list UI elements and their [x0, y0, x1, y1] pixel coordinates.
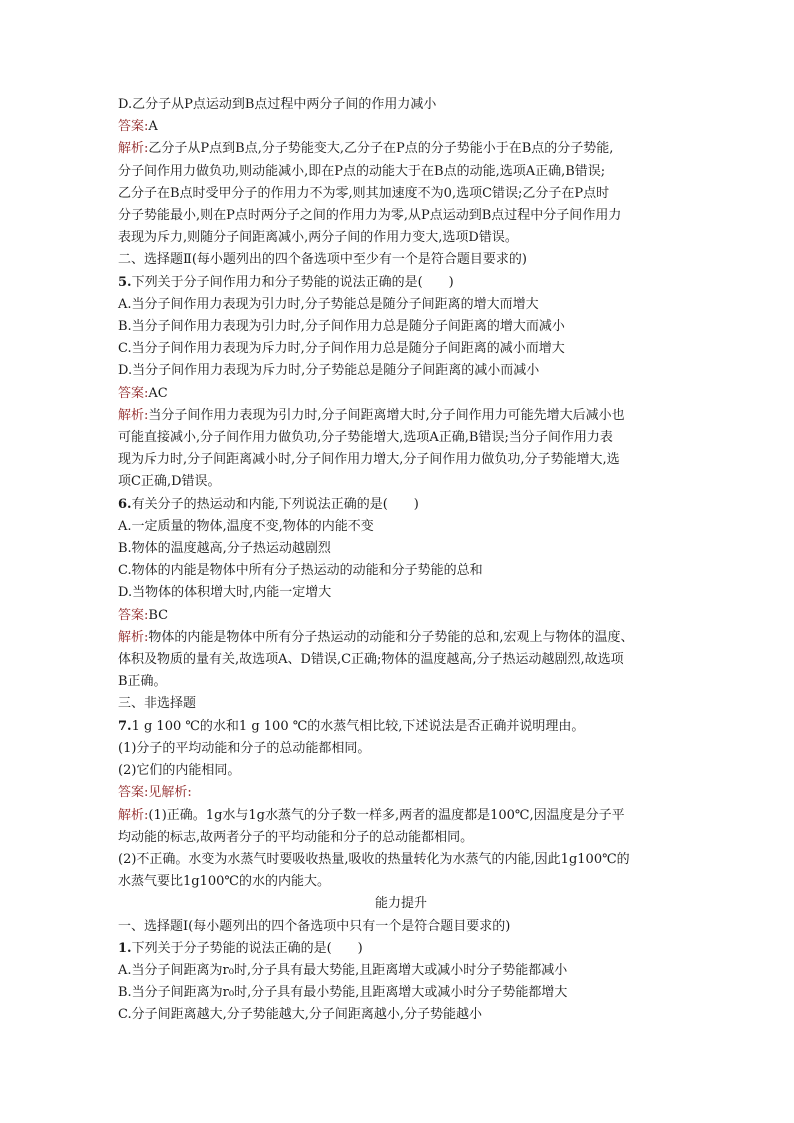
question-number: 1. [118, 940, 132, 956]
analysis-line [118, 805, 684, 827]
text-line: 现为斥力时,分子间距离减小时,分子间作用力增大,分子间作用力做负功,分子势能增大,选 [118, 452, 620, 468]
question-text: 1 g 100 ℃的水和1 g 100 ℃的水蒸气相比较,下述说法是否正确并说明理由。 [131, 718, 585, 734]
section-heading: 三、非选择题 [118, 696, 197, 712]
text-line: 均动能的标志,故两者分子的平均动能和分子的总动能都相同。 [118, 829, 474, 845]
question-line [118, 494, 684, 516]
analysis-line [118, 405, 684, 427]
answer-value: BC [148, 607, 169, 623]
text-line: (2)不正确。水变为水蒸气时要吸收热量,吸收的热量转化为水蒸气的内能,因此1g100℃的 [118, 851, 630, 867]
answer-label: 答案: [118, 607, 149, 623]
section-title: 能力提升 [374, 896, 427, 912]
question-text: 下列关于分子间作用力和分子势能的说法正确的是( ) [131, 274, 454, 290]
answer-value: AC [148, 385, 168, 401]
option-line: B.当分子间距离为r₀时,分子具有最小势能,且距离增大或减小时分子势能都增大 [118, 985, 568, 1001]
question-line [118, 272, 684, 294]
answer-value: A [148, 119, 158, 135]
answer-line [118, 383, 684, 405]
analysis-text: 乙分子从P点到B点,分子势能变大,乙分子在P点的分子势能小于在B点的分子势能, [148, 141, 614, 157]
text-line: B正确。 [118, 674, 167, 690]
analysis-text: (1)正确。1g水与1g水蒸气的分子数一样多,两者的温度都是100℃,因温度是分子平 [148, 807, 625, 823]
question-number: 5. [118, 274, 132, 290]
option-line: A.一定质量的物体,温度不变,物体的内能不变 [118, 518, 374, 534]
analysis-label: 解析: [118, 141, 149, 157]
text-line: 项C正确,D错误。 [118, 474, 221, 490]
option-line: C.物体的内能是物体中所有分子热运动的动能和分子势能的总和 [118, 563, 483, 579]
option-line: D.当物体的体积增大时,内能一定增大 [118, 585, 332, 601]
text-line: 分子势能最小,则在P点时两分子之间的作用力为零,从P点运动到B点过程中分子间作用力 [118, 208, 622, 224]
section-heading: 一、选择题Ⅰ(每小题列出的四个备选项中只有一个是符合题目要求的) [118, 918, 511, 934]
text-line: 可能直接减小,分子间作用力做负功,分子势能增大,选项A正确,B错误;当分子间作用力表 [118, 430, 613, 446]
analysis-label: 解析: [118, 629, 149, 645]
question-line [118, 938, 684, 960]
answer-value: 见解析: [148, 785, 192, 801]
analysis-label: 解析: [118, 807, 149, 823]
answer-label: 答案: [118, 385, 149, 401]
option-line: A.当分子间距离为r₀时,分子具有最大势能,且距离增大或减小时分子势能都减小 [118, 962, 568, 978]
option-line: D.乙分子从P点运动到B点过程中两分子间的作用力减小 [118, 97, 437, 112]
answer-line [118, 605, 684, 627]
option-line: B.物体的温度越高,分子热运动越剧烈 [118, 541, 331, 557]
question-number: 7. [118, 718, 132, 734]
option-line: C.当分子间作用力表现为斥力时,分子间作用力总是随分子间距离的减小而增大 [118, 341, 565, 357]
answer-label: 答案: [118, 785, 149, 801]
text-line: 水蒸气要比1g100℃的水的内能大。 [118, 874, 330, 890]
question-number: 6. [118, 496, 132, 512]
analysis-text: 物体的内能是物体中所有分子热运动的动能和分子势能的总和,宏观上与物体的温度、 [148, 629, 634, 645]
text-line: (1)分子的平均动能和分子的总动能都相同。 [118, 740, 371, 756]
text-line: (2)它们的内能相同。 [118, 763, 241, 779]
text-line: 乙分子在B点时受甲分子的作用力不为零,则其加速度不为0,选项C错误;乙分子在P点时 [118, 185, 610, 201]
section-heading: 二、选择题Ⅱ(每小题列出的四个备选项中至少有一个是符合题目要求的) [118, 252, 527, 268]
answer-line [118, 116, 684, 138]
option-line: A.当分子间作用力表现为引力时,分子势能总是随分子间距离的增大而增大 [118, 296, 539, 312]
option-line: C.分子间距离越大,分子势能越大,分子间距离越小,分子势能越小 [118, 1007, 483, 1023]
text-line: 体积及物质的量有关,故选项A、D错误,C正确;物体的温度越高,分子热运动越剧烈,故选项 [118, 652, 624, 668]
option-line: B.当分子间作用力表现为引力时,分子间作用力总是随分子间距离的增大而减小 [118, 319, 565, 335]
text-line: 分子间作用力做负功,则动能减小,即在P点的动能大于在B点的动能,选项A正确,B错误; [118, 163, 606, 179]
analysis-label: 解析: [118, 407, 149, 423]
question-text: 有关分子的热运动和内能,下列说法正确的是( ) [131, 496, 419, 512]
analysis-line [118, 627, 684, 649]
analysis-line [118, 138, 684, 160]
analysis-text: 当分子间作用力表现为引力时,分子间距离增大时,分子间作用力可能先增大后减小也 [148, 407, 625, 423]
option-line: D.当分子间作用力表现为斥力时,分子势能总是随分子间距离的减小而减小 [118, 363, 540, 379]
question-text: 下列关于分子势能的说法正确的是( ) [131, 940, 363, 956]
text-line: 表现为斥力,则随分子间距离减小,两分子间的作用力变大,选项D错误。 [118, 230, 518, 246]
answer-line [118, 782, 684, 804]
question-line [118, 716, 684, 738]
document-page [118, 94, 684, 1027]
answer-label: 答案: [118, 119, 149, 135]
